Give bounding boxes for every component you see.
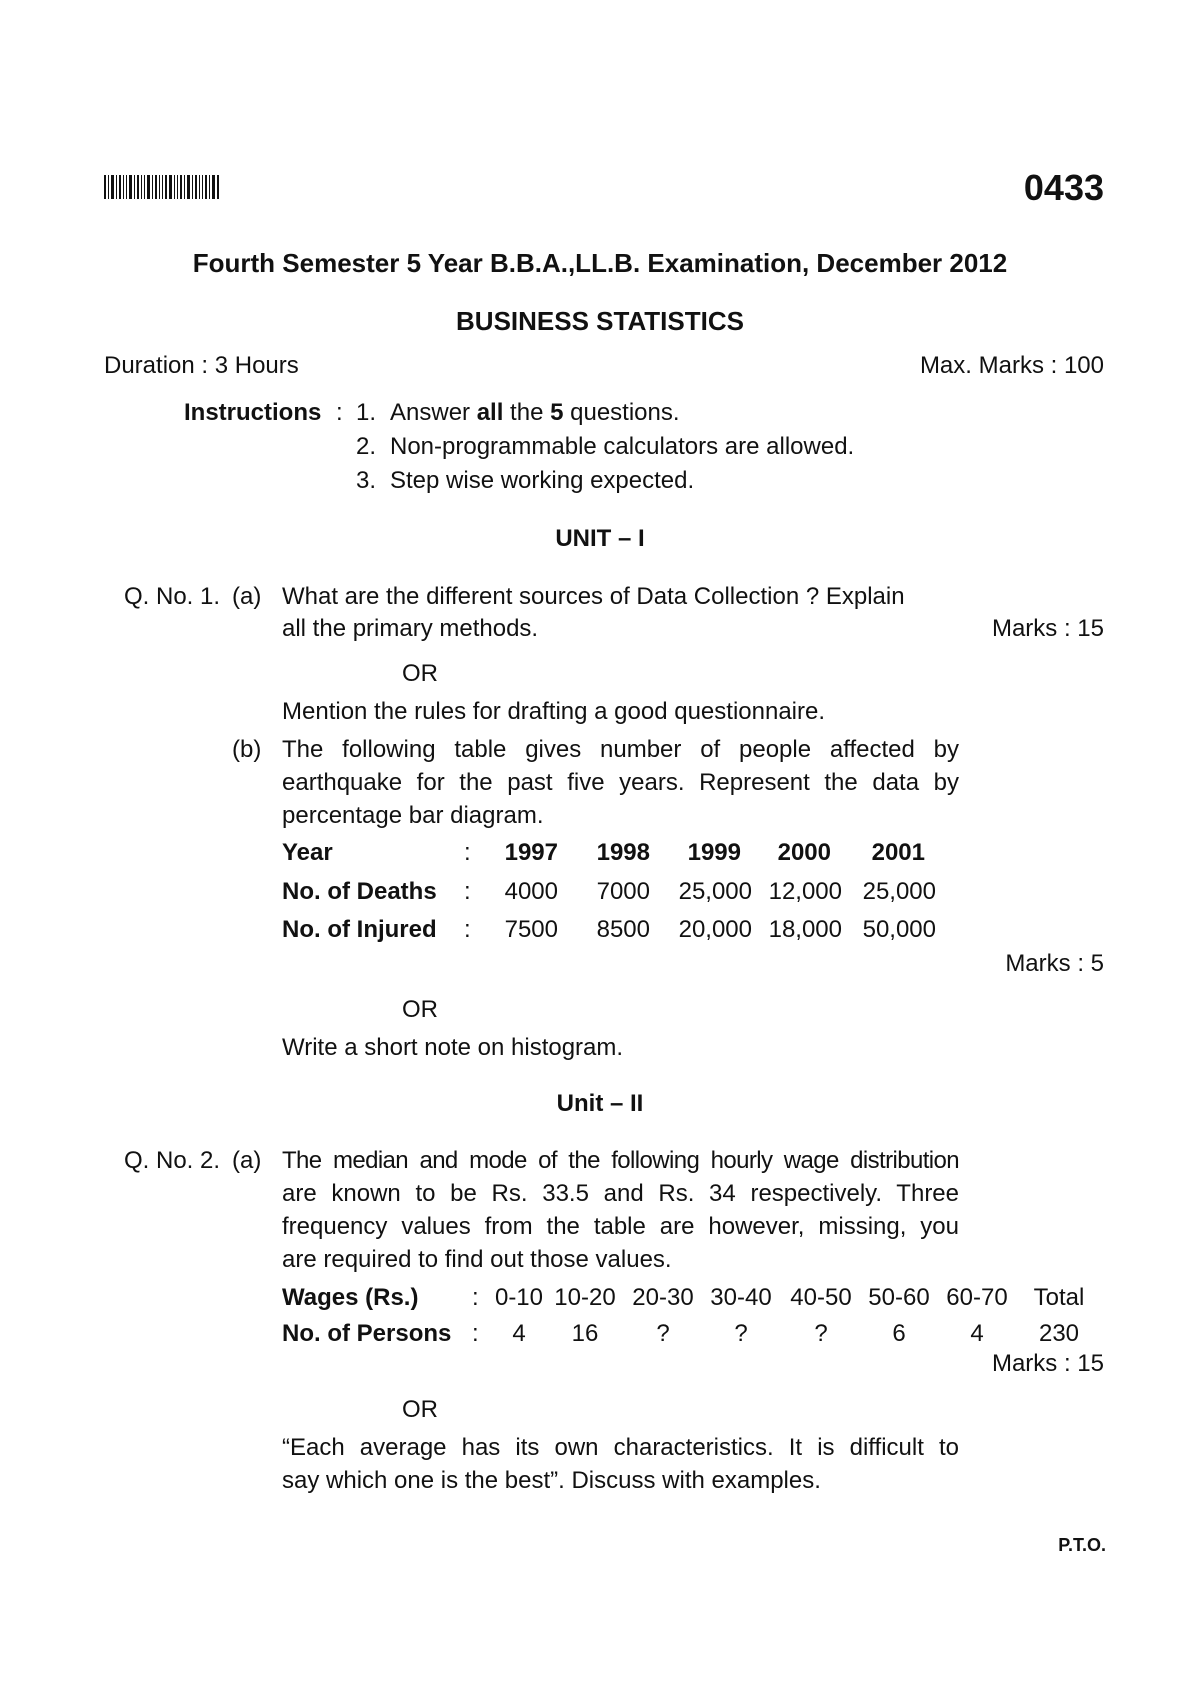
table-row-label-deaths: No. of Deaths bbox=[282, 878, 437, 905]
instruction-2-number: 2. bbox=[356, 433, 377, 460]
instruction-1-pre: Answer bbox=[390, 399, 471, 426]
q2a-line-2: are known to be Rs. 33.5 and Rs. 34 respectively. Three bbox=[282, 1180, 959, 1207]
year-cell: 1998 bbox=[596, 839, 650, 866]
q1a-or: OR bbox=[402, 660, 438, 687]
persons-cell: ? bbox=[734, 1320, 748, 1347]
injured-cell: 20,000 bbox=[678, 916, 752, 943]
deaths-cell: 7000 bbox=[596, 878, 650, 905]
subject-title: BUSINESS STATISTICS bbox=[456, 306, 744, 336]
table-row-label-injured: No. of Injured bbox=[282, 916, 437, 943]
q2a-alternative-line-1: “Each average has its own characteristics. It is difficult to bbox=[282, 1434, 959, 1461]
persons-cell: 4 bbox=[512, 1320, 526, 1347]
instruction-3-number: 3. bbox=[356, 467, 377, 494]
q1b-alternative: Write a short note on histogram. bbox=[282, 1034, 624, 1061]
injured-cell: 7500 bbox=[504, 916, 558, 943]
year-cell: 2000 bbox=[777, 839, 831, 866]
q2a-line-4: are required to find out those values. bbox=[282, 1246, 672, 1273]
instruction-1 bbox=[390, 399, 680, 427]
table-colon: : bbox=[464, 839, 471, 866]
instructions-label: Instructions bbox=[184, 399, 322, 426]
wage-class-cell: 0-10 bbox=[494, 1284, 544, 1311]
wage-class-cell: 30-40 bbox=[710, 1284, 772, 1311]
injured-cell: 8500 bbox=[596, 916, 650, 943]
duration: Duration : 3 Hours bbox=[104, 352, 299, 379]
q1a-alternative: Mention the rules for drafting a good questionnaire. bbox=[282, 698, 826, 725]
table-colon: : bbox=[464, 878, 471, 905]
q1b-marks: Marks : 5 bbox=[1005, 950, 1104, 977]
instruction-1-count: 5 bbox=[550, 399, 564, 426]
q1b-line-1: The following table gives number of people affected by bbox=[282, 736, 959, 763]
q2a-marks: Marks : 15 bbox=[991, 1350, 1104, 1377]
deaths-cell: 25,000 bbox=[678, 878, 752, 905]
injured-cell: 50,000 bbox=[862, 916, 936, 943]
exam-title: Fourth Semester 5 Year B.B.A.,LL.B. Examination, December 2012 bbox=[192, 248, 1008, 278]
year-cell: 1997 bbox=[504, 839, 558, 866]
instruction-1-post: questions. bbox=[563, 399, 680, 426]
pto-footer: P.T.O. bbox=[1058, 1535, 1106, 1555]
persons-cell: ? bbox=[814, 1320, 828, 1347]
wage-class-cell: 40-50 bbox=[790, 1284, 852, 1311]
q1b-line-2: earthquake for the past five years. Represent the data by bbox=[282, 769, 959, 796]
barcode bbox=[104, 175, 221, 199]
wage-class-cell: Total bbox=[1033, 1284, 1085, 1311]
q1b-or: OR bbox=[402, 996, 438, 1023]
wage-class-cell: 20-30 bbox=[632, 1284, 694, 1311]
table-colon: : bbox=[472, 1284, 479, 1311]
persons-label: No. of Persons bbox=[282, 1320, 452, 1347]
q1b-label: (b) bbox=[232, 736, 262, 763]
wage-class-cell: 50-60 bbox=[868, 1284, 930, 1311]
persons-cell: 230 bbox=[1038, 1320, 1080, 1347]
q1a-line-2: all the primary methods. bbox=[282, 615, 539, 642]
deaths-cell: 25,000 bbox=[862, 878, 936, 905]
instruction-2: Non-programmable calculators are allowed. bbox=[390, 433, 855, 460]
injured-cell: 18,000 bbox=[768, 916, 842, 943]
instruction-1-number: 1. bbox=[356, 399, 377, 426]
deaths-cell: 4000 bbox=[504, 878, 558, 905]
q2-number: Q. No. 2. bbox=[124, 1147, 221, 1174]
unit-2-heading: Unit – II bbox=[556, 1090, 644, 1117]
table-colon: : bbox=[472, 1320, 479, 1347]
q2a-line-1: The median and mode of the following hourly wage distribution bbox=[282, 1147, 959, 1174]
q2a-or: OR bbox=[402, 1396, 438, 1423]
q1a-marks: Marks : 15 bbox=[991, 615, 1104, 642]
deaths-cell: 12,000 bbox=[768, 878, 842, 905]
table-colon: : bbox=[464, 916, 471, 943]
q1-number: Q. No. 1. bbox=[124, 583, 221, 610]
wage-class-cell: 60-70 bbox=[946, 1284, 1008, 1311]
persons-cell: 4 bbox=[970, 1320, 984, 1347]
year-cell: 1999 bbox=[687, 839, 741, 866]
unit-1-heading: UNIT – I bbox=[555, 525, 645, 552]
q1a-label: (a) bbox=[232, 583, 262, 610]
instruction-1-all: all bbox=[476, 399, 504, 426]
persons-cell: 16 bbox=[571, 1320, 599, 1347]
instructions-colon: : bbox=[336, 399, 343, 426]
table-header-year: Year bbox=[282, 839, 333, 866]
persons-cell: ? bbox=[656, 1320, 670, 1347]
persons-cell: 6 bbox=[892, 1320, 906, 1347]
instruction-3: Step wise working expected. bbox=[390, 467, 695, 494]
q2a-label: (a) bbox=[232, 1147, 262, 1174]
max-marks: Max. Marks : 100 bbox=[919, 352, 1104, 379]
q1b-line-3: percentage bar diagram. bbox=[282, 802, 544, 829]
year-cell: 2001 bbox=[871, 839, 925, 866]
instruction-1-mid: the bbox=[503, 399, 551, 426]
wage-class-cell: 10-20 bbox=[554, 1284, 616, 1311]
q2a-line-3: frequency values from the table are however, missing, you bbox=[282, 1213, 959, 1240]
wages-label: Wages (Rs.) bbox=[282, 1284, 419, 1311]
q2a-alternative-line-2: say which one is the best”. Discuss with examples. bbox=[282, 1467, 821, 1494]
paper-code: 0433 bbox=[1023, 167, 1104, 208]
q1a-line-1: What are the different sources of Data Collection ? Explain bbox=[282, 583, 905, 610]
